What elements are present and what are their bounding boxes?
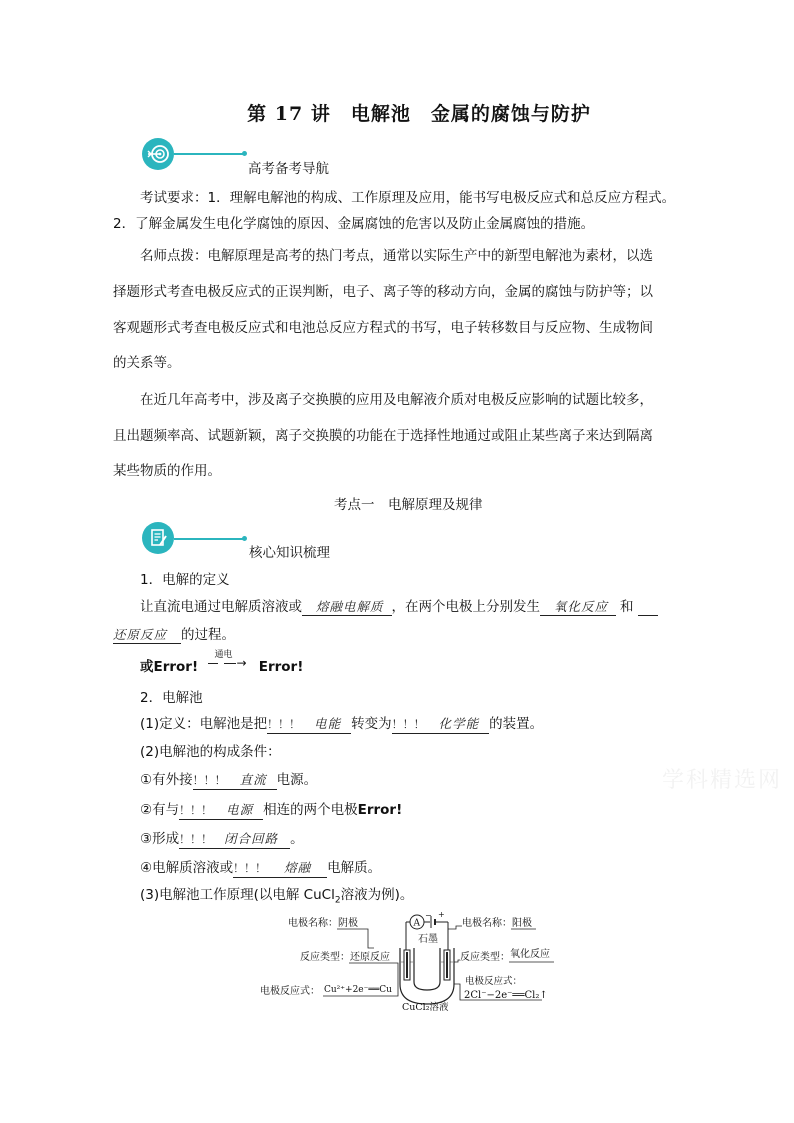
paragraph-line: 在近几年高考中，涉及离子交换膜的应用及电解液介质对电极反应影响的试题比较多， bbox=[140, 392, 653, 408]
paragraph-line: 且出题频率高、试题新颖，离子交换膜的功能在于选择性地通过或阻止某些离子来达到隔离 bbox=[113, 428, 653, 444]
right-type: 氧化反应 bbox=[510, 949, 550, 960]
definition-equation: 或Error! 通电 → Error! bbox=[140, 650, 304, 675]
paragraph-line: 某些物质的作用。 bbox=[113, 463, 221, 479]
target-icon bbox=[142, 138, 174, 170]
electrolysis-diagram bbox=[258, 912, 558, 1012]
section-heading-core: 核心知识梳理 bbox=[249, 545, 330, 561]
blank-answer: 氧化反应 bbox=[540, 599, 616, 616]
blank-answer: 熔融电解质 bbox=[302, 599, 392, 616]
cell-definition: (1)定义：电解池是把！！！ 电能 转变为！！！ 化学能 的装置。 bbox=[140, 716, 544, 732]
left-name: 阴极 bbox=[338, 918, 358, 929]
condition-2: ②有与！！！ 电源 相连的两个电极Error! bbox=[140, 802, 403, 818]
solution-label: CuCl₂溶液 bbox=[402, 1002, 449, 1012]
exam-requirement-line1: 考试要求：1．理解电解池的构成、工作原理及应用，能书写电极反应式和总反应方程式。 bbox=[140, 190, 676, 206]
section-divider-dot bbox=[242, 536, 247, 541]
condition-3: ③形成！！！ 闭合回路 。 bbox=[140, 831, 304, 847]
definition-heading: 1．电解的定义 bbox=[140, 572, 230, 588]
left-eq: Cu²⁺+2e⁻══Cu bbox=[324, 985, 392, 995]
ammeter-icon: A bbox=[413, 918, 420, 929]
minus-sign: − bbox=[425, 912, 432, 920]
section-divider-dot bbox=[242, 151, 247, 156]
right-eq: 2Cl⁻−2e⁻══Cl₂↑ bbox=[464, 990, 548, 1001]
condition-1: ①有外接！！！ 直流 电源。 bbox=[140, 772, 318, 788]
electrode-label: 石墨 bbox=[418, 934, 438, 945]
left-type-label: 反应类型： bbox=[300, 952, 350, 963]
page-title: 第 17 讲 电解池 金属的腐蚀与防护 bbox=[247, 103, 591, 125]
section-divider bbox=[174, 153, 244, 155]
left-eq-label: 电极反应式： bbox=[260, 986, 320, 997]
principle-heading: (3)电解池工作原理(以电解 CuCl$_2$溶液为例)。 bbox=[140, 887, 414, 906]
kaodian-heading: 考点一 电解原理及规律 bbox=[334, 497, 483, 513]
definition-line2: 还原反应 的过程。 bbox=[113, 627, 236, 643]
left-type: 还原反应 bbox=[350, 952, 390, 963]
section-heading-guide: 高考备考导航 bbox=[248, 161, 329, 177]
right-eq-label: 电极反应式： bbox=[465, 976, 523, 987]
condition-4: ④电解质溶液或！！！ 熔融 电解质。 bbox=[140, 860, 382, 876]
watermark: 学科精选网 bbox=[662, 768, 783, 793]
blank-answer: 还原反应 bbox=[113, 627, 181, 644]
tip-line: 的关系等。 bbox=[113, 355, 181, 371]
right-type-label: 反应类型： bbox=[460, 952, 510, 963]
right-name: 阳极 bbox=[512, 918, 532, 929]
cell-heading: 2．电解池 bbox=[140, 690, 203, 706]
tip-line: 客观题形式考查电极反应式和电池总反应方程式的书写，电子转移数目与反应物、生成物间 bbox=[113, 320, 653, 336]
tip-line: 择题形式考查电极反应式的正误判断，电子、离子等的移动方向，金属的腐蚀与防护等；以 bbox=[113, 284, 653, 300]
definition-line1: 让直流电通过电解质溶液或 熔融电解质 ，在两个电极上分别发生 氧化反应 和 bbox=[140, 598, 658, 616]
section-divider bbox=[174, 538, 244, 540]
tip-line: 名师点拨：电解原理是高考的热门考点，通常以实际生产中的新型电解池为素材，以选 bbox=[140, 248, 653, 264]
conditions-heading: (2)电解池的构成条件： bbox=[140, 744, 281, 760]
right-name-label: 电极名称： bbox=[462, 918, 512, 929]
left-name-label: 电极名称： bbox=[288, 918, 338, 929]
plus-sign: + bbox=[438, 912, 445, 919]
notes-icon bbox=[142, 522, 174, 554]
exam-requirement-line2: 2．了解金属发生电化学腐蚀的原因、金属腐蚀的危害以及防止金属腐蚀的措施。 bbox=[113, 216, 595, 232]
